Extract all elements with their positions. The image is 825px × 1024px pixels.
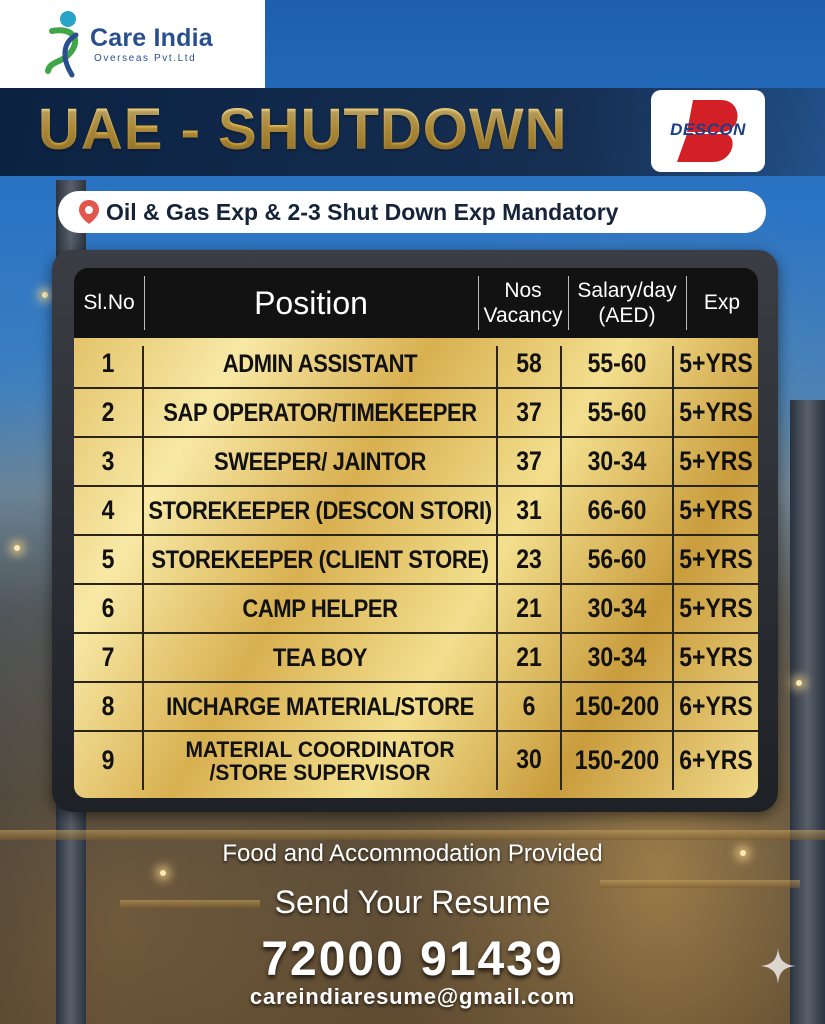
- benefits-text: Food and Accommodation Provided: [222, 840, 603, 867]
- brand-name: Care India: [90, 24, 213, 52]
- cell-vacancy: 21: [516, 641, 542, 672]
- header-vacancy-line2: Vacancy: [483, 304, 563, 327]
- cell-salary: 66-60: [587, 494, 647, 525]
- requirement-banner: [58, 191, 766, 233]
- cell-vacancy: 37: [516, 445, 542, 476]
- cell-slno: 3: [101, 445, 115, 476]
- table-row: [74, 535, 758, 584]
- cell-slno: 6: [101, 592, 115, 623]
- table-header: [74, 268, 758, 338]
- light: [42, 292, 48, 298]
- cell-exp: 6+YRS: [679, 690, 753, 721]
- cell-vacancy: 23: [516, 543, 542, 574]
- cell-salary: 150-200: [574, 690, 660, 721]
- table-row: [74, 731, 758, 793]
- cell-salary: 30-34: [587, 592, 647, 623]
- table-row: [74, 486, 758, 535]
- cell-exp: 6+YRS: [679, 744, 753, 775]
- cell-exp: 5+YRS: [679, 494, 753, 525]
- cell-salary: 55-60: [587, 347, 647, 378]
- header-salary-line2: (AED): [598, 304, 656, 327]
- header-vacancy-line1: Nos: [504, 279, 542, 302]
- cell-exp: 5+YRS: [679, 445, 753, 476]
- header-salary: [568, 268, 686, 338]
- header-slno: Sl.No: [83, 291, 135, 314]
- client-logo: [651, 90, 765, 172]
- cell-slno: 7: [101, 641, 115, 672]
- cell-vacancy: 58: [516, 347, 542, 378]
- refinery-tower: [790, 400, 825, 1024]
- location-pin-icon: [78, 199, 100, 225]
- cell-exp: 5+YRS: [679, 641, 753, 672]
- cell-salary: 30-34: [587, 445, 647, 476]
- table-row: [74, 633, 758, 682]
- header-exp: Exp: [703, 291, 741, 314]
- header-salary-line1: Salary/day: [577, 279, 677, 302]
- brand-subtitle: Overseas Pvt.Ltd: [94, 53, 197, 64]
- person-logo-icon: [42, 9, 86, 79]
- client-logo-text: DESCON: [670, 120, 746, 139]
- cell-position: [144, 729, 496, 794]
- requirement-text: Oil & Gas Exp & 2-3 Shut Down Exp Mandatory: [106, 198, 619, 225]
- light: [160, 870, 166, 876]
- cell-position: STOREKEEPER (CLIENT STORE): [151, 544, 489, 574]
- cta-text: Send Your Resume: [274, 884, 551, 920]
- company-logo: [0, 0, 265, 88]
- page-title: UAE - SHUTDOWN: [38, 97, 568, 162]
- cell-salary: 150-200: [574, 744, 660, 775]
- cell-vacancy: 6: [522, 690, 536, 721]
- cell-position: SAP OPERATOR/TIMEKEEPER: [163, 397, 477, 427]
- cell-vacancy: 21: [516, 592, 542, 623]
- sparkle-icon: [758, 946, 798, 986]
- cell-position: TEA BOY: [272, 642, 368, 672]
- cell-position: CAMP HELPER: [242, 593, 398, 623]
- email-address[interactable]: careindiaresume@gmail.com: [249, 984, 576, 1009]
- light: [796, 680, 802, 686]
- cell-slno: 1: [101, 347, 115, 378]
- cell-position-line2: /STORE SUPERVISOR: [209, 760, 431, 786]
- cell-slno: 5: [101, 543, 115, 574]
- cell-salary: 56-60: [587, 543, 647, 574]
- cell-exp: 5+YRS: [679, 396, 753, 427]
- table-row: [74, 682, 758, 731]
- header-position: Position: [254, 284, 368, 321]
- cell-slno: 8: [101, 690, 115, 721]
- cell-slno: 9: [101, 744, 115, 775]
- table-row: [74, 437, 758, 486]
- table-row: [74, 388, 758, 437]
- cell-vacancy: 37: [516, 396, 542, 427]
- cell-salary: 55-60: [587, 396, 647, 427]
- cell-exp: 5+YRS: [679, 543, 753, 574]
- table-row: [74, 339, 758, 388]
- cell-salary: 30-34: [587, 641, 647, 672]
- cell-position: STOREKEEPER (DESCON STORI): [148, 495, 492, 525]
- header-vacancy: [478, 268, 568, 338]
- pipe: [0, 830, 825, 840]
- cell-slno: 4: [101, 494, 115, 525]
- cell-vacancy: 30: [516, 743, 542, 774]
- phone-number[interactable]: 72000 91439: [261, 933, 564, 986]
- cell-slno: 2: [101, 396, 115, 427]
- cell-vacancy: 31: [516, 494, 542, 525]
- light: [14, 545, 20, 551]
- cell-exp: 5+YRS: [679, 347, 753, 378]
- table-row: [74, 584, 758, 633]
- cell-position: SWEEPER/ JAINTOR: [213, 446, 426, 476]
- cell-position-line1: MATERIAL COORDINATOR: [185, 737, 455, 762]
- cell-position: INCHARGE MATERIAL/STORE: [166, 691, 474, 721]
- cell-position: ADMIN ASSISTANT: [222, 348, 418, 378]
- cell-exp: 5+YRS: [679, 592, 753, 623]
